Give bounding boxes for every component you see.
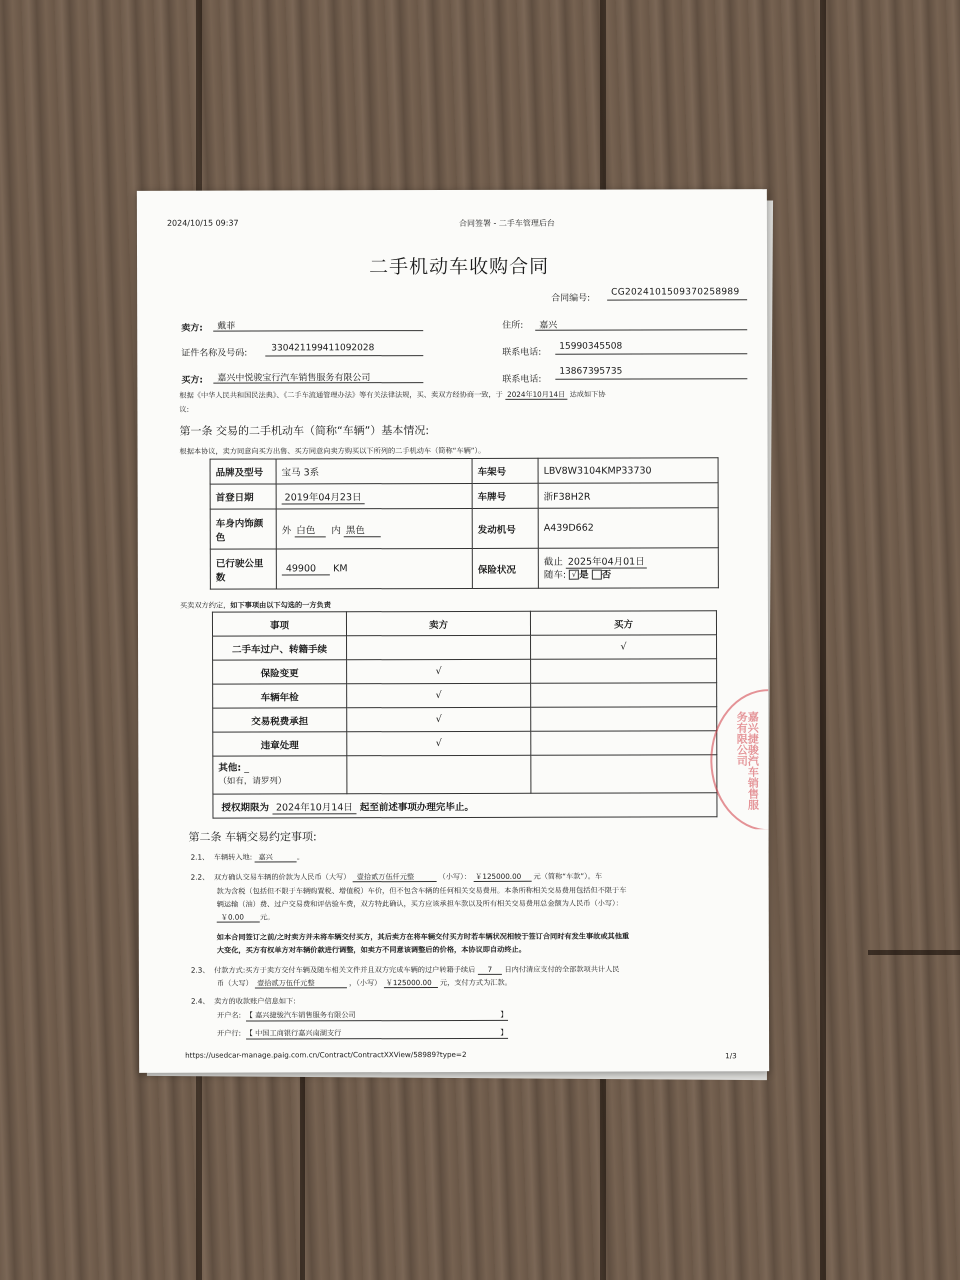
account-name: 嘉兴捷骏汽车销售服务有限公司 [255, 1010, 356, 1020]
col-seller: 卖方 [346, 611, 530, 635]
article1-heading: 第一条 交易的二手机动车（简称“车辆”）基本情况: [179, 424, 430, 438]
color-label: 车身内饰颜 色 [210, 509, 276, 549]
mileage-value: 49900 [282, 563, 330, 575]
buyer-phone-value: 13867395735 [559, 366, 623, 377]
mileage-unit: KM [333, 563, 348, 575]
reg-date-value: 2019年04月23日 [282, 492, 365, 504]
plate-label: 车牌号 [472, 483, 538, 508]
price-lower: ￥125000.00 [473, 872, 531, 882]
price-upper: 壹拾贰万伍仟元整 [353, 872, 437, 882]
duties-intro: 买卖双方约定，如下事项由以下勾选的一方负责 [179, 600, 331, 610]
print-datetime: 2024/10/15 09:37 [166, 218, 239, 228]
wood-seam [300, 1075, 305, 1280]
buyer-phone-label: 联系电话: [502, 374, 542, 385]
account-name-line: 开户名: 【 嘉兴捷骏汽车销售服务有限公司 】 [216, 1009, 508, 1020]
clause-2-2-line3: 辆运输（油）费、过户交易费和评估验车费，双方特此确认，买方应该承担车款以及所有相关交易费用总金额为人民币（小写）： [216, 898, 623, 909]
clause-2-3-line2: 币（大写） 壹拾贰万伍仟元整 ，（小写） ￥125000.00 元，支付方式为汇款。 [216, 977, 512, 988]
address-label: 住所: [502, 320, 524, 331]
vin-value: LBV8W3104KMP33730 [538, 458, 718, 483]
clause-2-2-line2: 款为含税（包括但不限于车辆购置税、增值税）车价，但不包含车辆的任何相关交易费用。本条所称相关交易费用包括但不限于车 [216, 885, 627, 896]
seller-phone-label: 联系电话: [502, 347, 542, 358]
duty-row: 车辆年检 √ [213, 683, 717, 708]
wood-seam [820, 0, 826, 1280]
page-title: 二手机动车收购合同 [369, 255, 550, 279]
bold-clause-line1: 如本合同签订之前/之时卖方并未将车辆交付买方，其后卖方在将车辆交付买方时若车辆状况相较于签订合同时有发生事故或其他重 [216, 931, 630, 942]
insurance-status: 截止 2025年04月01日 随车: √ 是 否 [538, 548, 718, 588]
intro-text: 根据《中华人民共和国民法典》、《二手车流通管理办法》等有关法律法规，买、卖双方经协商一致，于 2024年10月14日 达成如下协 [179, 389, 606, 400]
clause-2-3: 2.3、 付款方式:买方于卖方交付车辆及随车相关文件并且双方完成车辆的过户转籍手续后 7 日内付清应支付的全部款项共计人民 [190, 964, 620, 975]
seller-name: 戴菲 [217, 321, 236, 332]
insurance-label: 保险状况 [472, 548, 538, 588]
clause-2-2: 2.2、 双方确认交易车辆的价款为人民币（大写） 壹拾贰万伍仟元整 （小写）： ￥125000.00 元（简称“车款”）。车 [190, 871, 603, 882]
vin-label: 车架号 [472, 458, 538, 483]
wood-seam [868, 950, 960, 955]
duties-table [212, 610, 718, 818]
buyer-label: 买方: [181, 375, 203, 386]
interior-color: 黑色 [344, 525, 381, 537]
seller-phone-value: 15990345508 [559, 341, 623, 352]
id-label: 证件名称及号码: [181, 348, 248, 359]
contract-no-value: CG2024101509370258989 [611, 287, 740, 298]
duty-row-other: 其他: _ （如有，请罗列） [213, 755, 717, 794]
contract-page [137, 189, 769, 1073]
insurance-until: 2025年04月01日 [566, 556, 647, 568]
system-title: 合同签署 - 二手车管理后台 [458, 218, 555, 228]
footer-url: https://usedcar-manage.paig.com.cn/Contract/ContractXXView/58989?type=2 [185, 1049, 467, 1060]
mileage [276, 548, 472, 589]
fee-amount: ￥0.00 [217, 913, 260, 923]
engine-label: 发动机号 [472, 508, 538, 548]
fee-amount-line: ￥0.00 元。 [217, 912, 275, 922]
duty-row: 违章处理 √ [213, 731, 717, 756]
clause-2-1: 2.1、 车辆转入地: 嘉兴 。 [190, 852, 305, 862]
buyer-name: 嘉兴中悦骏宝行汽车销售服务有限公司 [217, 373, 371, 384]
brand-value: 宝马 3系 [276, 458, 472, 484]
col-buyer: 买方 [530, 611, 716, 635]
seller-label: 卖方: [181, 323, 203, 334]
bold-clause-line2: 大变化，买方有权单方对车辆价款进行调整，如卖方不同意该调整后的价格，本协议即自动终止。 [216, 944, 526, 955]
clause-2-4: 2.4、 卖方的收款账户信息如下: [190, 996, 296, 1006]
payment-days: 7 [478, 965, 503, 975]
intro-date: 2024年10月14日 [505, 390, 567, 400]
bank-name: 中国工商银行嘉兴南湖支行 [255, 1028, 342, 1038]
page-number: 1/3 [725, 1051, 737, 1061]
article2-heading: 第二条 车辆交易约定事项: [188, 830, 317, 844]
authorization-period: 授权期限为 2024年10月14日 起至前述事项办理完毕止。 [213, 793, 717, 818]
intro-text-end: 议: [179, 404, 190, 414]
duty-row: 二手车过户、转籍手续 √ [213, 635, 717, 660]
engine-value: A439D662 [538, 508, 718, 548]
vehicle-table [210, 457, 719, 589]
insurance-no-checkbox [592, 570, 602, 580]
plate-value: 浙F38H2R [538, 483, 718, 508]
article1-desc: 根据本协议，卖方同意向买方出售、买方同意向卖方购买以下所列的二手机动车（简称“车辆”）。 [179, 445, 486, 456]
duty-row: 交易税费承担 √ [213, 707, 717, 732]
authorization-date: 2024年10月14日 [272, 802, 357, 814]
mileage-label: 已行驶公里 数 [210, 549, 276, 589]
address-value: 嘉兴 [539, 320, 558, 331]
payment-upper: 壹拾贰万伍仟元整 [255, 978, 347, 988]
duty-row: 保险变更 √ [213, 659, 717, 684]
bank-line: 开户行: 【 中国工商银行嘉兴南湖支行 】 [217, 1027, 508, 1038]
brand-label: 品牌及型号 [210, 459, 276, 484]
id-value: 330421199411092028 [271, 343, 375, 354]
color-values: 外 白色 内 黑色 [276, 508, 472, 549]
destination-value: 嘉兴 [254, 852, 296, 862]
contract-no-label: 合同编号: [551, 293, 591, 304]
reg-date-label: 首登日期 [210, 484, 276, 509]
insurance-yes-checkbox: √ [569, 570, 579, 580]
exterior-color: 白色 [294, 525, 325, 537]
col-item: 事项 [212, 612, 346, 636]
company-seal: 嘉兴捷骏汽车销售服务有限公司 [708, 689, 768, 829]
payment-lower: ￥125000.00 [384, 978, 438, 988]
